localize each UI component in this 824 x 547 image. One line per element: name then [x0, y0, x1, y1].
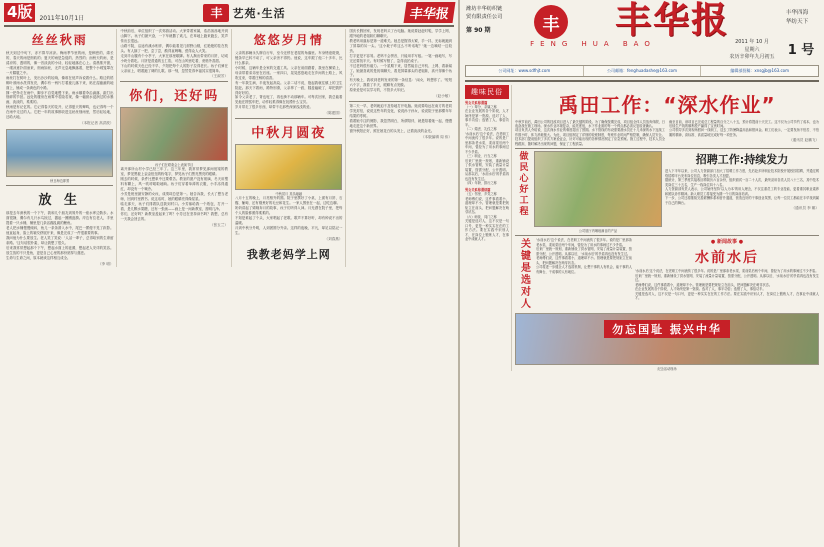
article-paragraph: 教老妈用鼠标是第一道难关。她总是握得太紧，手一抖，光标就跑到了屏幕的另一头。'这小耗子咋这么不听话呢？'她一边嘀咕一边较劲。	[349, 38, 452, 53]
masthead-pinyin: FENG HUA BAO	[530, 40, 656, 48]
contact-email-label: 公司邮箱：	[607, 67, 628, 73]
main-paragraph: 公司领导多次到现场慰问一线职工，送去了防暑降温用品和慰问金。职工们表示，一定要发扬不怕苦、不怕累的精神，高标准、高质量地完成好每一项任务。	[669, 128, 819, 137]
divider	[235, 118, 342, 119]
article-paragraph: 第二天一早，老妈就迫不及待地打开电脑。她说要给远在南方的老同学发封信，说说这些年的变化，说说孙子孙女，说说院子里那棵年年结果的枣树。	[349, 104, 452, 119]
article-paragraph: 有天晚上，我收到老妈发来的第一条信息：'闺女，妈想你了。'短短六个字，我看了半天，眼睛有点发酸。	[349, 78, 452, 88]
secondary-headline: 招聘工作:持续发力	[695, 153, 789, 167]
issue-date-line1: 2011 年 10 月	[735, 39, 769, 45]
article-paragraph: 奶奶讲起了嫦娥奔月的故事，孩子们听得入神。月光洒在院子里，把每个人的脸都照得柔柔的。	[234, 206, 343, 216]
article-paragraph: 老人把水桶慢慢倾斜，鱼儿一条条滑入水中，尾巴一摆便不见了踪影。他直起身，脸上的皱纹舒展开来，像是完成了一件很重要的事。	[6, 225, 114, 235]
left-column-3	[232, 29, 346, 267]
contact-email-value: fenghuadashe@163.com	[627, 67, 677, 73]
story-paragraph: '水前水后'这个说法，在老职工中间流传了很多年。说的是厂里那条老水渠，渠前渠后两个车间，曾经为了用水的事闹过不少矛盾。	[536, 238, 632, 247]
folk-item: （二）婚丧、礼仪之称	[465, 127, 497, 132]
key-person-vertical: 关键是选对人	[518, 238, 530, 311]
main-paragraph: 技术部门提前组织了多次方案论证会，针对可能出现的各种情况制定了应急预案。施工过程中，技术人员全程跟踪，随时解决出现的问题，保证了工程质量。	[515, 137, 665, 146]
article-paragraph: 小芳是班里最安静的女孩，成绩却总是第一。她告诉我，长大了想当老师，回到村里教书。说这话时，她的眼睛亮得像星星。	[120, 192, 228, 202]
article-paragraph: 生命与生命之间，原本就该这样相互成全。	[6, 255, 71, 260]
company-emblem-icon: 丰	[534, 5, 568, 39]
main-paragraph: 中秋节前后，禹田公司的技改项目进入了最关键的阶段。为了确保按期完成，项目组全体人员放弃休假，日夜奋战在施工现场。深水作业环境复杂，能见度低，水下作业面的每一个焊点都必须反复检查确认。	[515, 119, 665, 128]
article-byline: （张玉兰）	[210, 222, 228, 227]
story-paragraph: 老师傅们说，这件事看着小，道理却不小。管理就是要把规矩立在前头，把问题解决在萌芽状态。	[635, 282, 773, 287]
masthead-rule	[465, 80, 819, 82]
recruit-paragraph: 据统计，第三季度共接收应聘简历六百余份，组织面试一百二十人次，最终录用各类人员八十三名，其中技术类岗位三十五名，生产一线岗位四十八名。	[665, 178, 819, 187]
article-paragraph: 秋雨是有记忆的。它记得春天的花开，记得夏天的蝉鸣，也记得每一个在雨中走过的人。它把一年的故事都收进这丝丝细雨里，然后轻轻地，还给大地。	[6, 105, 114, 120]
right-page	[460, 0, 824, 547]
left-masthead	[0, 0, 458, 23]
main-byline: （通讯员 赵鹏飞）	[789, 138, 819, 143]
folk-column	[465, 85, 512, 372]
article-paragraph: 窗外秋阳正好，照在她花白的头发上，泛着淡淡的金光。	[349, 128, 435, 133]
article-paragraph: 如今父亲老了，背也驼了，再也骑不动那辆车。可每次回家，我总能看见他在擦拭车把，动作轻柔得像在抚摸什么宝贝。	[234, 95, 343, 105]
masthead-title: 丰华报	[614, 0, 729, 41]
story-paragraph: 后来厂里统一规划，重新铺设了供水管网，安装了流量计量装置，按需分配，公开透明。从那以后，'水前水后'的矛盾再也没有发生过。	[635, 273, 819, 283]
article-paragraph: 刚去的时候，条件比想象中还要艰苦。教室的窗户没有玻璃，冬天用塑料布糊上，风一吹呼啦啦地响。孩子们穿着单薄的衣服，小手冻得通红，却没有一个喊冷。	[120, 177, 228, 192]
article-byline: （本报记者 高洪波）	[79, 121, 114, 126]
folk-item: （一）辈分、亲属之称	[465, 104, 497, 109]
divider	[515, 235, 819, 236]
article-paragraph: 国庆长假回家，发现老妈买了台电脑。她说要赶赶时髦，学学上网，跟外地的老姐妹们聊聊天。	[349, 29, 452, 38]
contact-website-value: www.sdfhjt.com	[518, 67, 551, 73]
folk-item: （五）邻里、乡党之称	[465, 192, 497, 197]
masthead-row	[466, 0, 818, 41]
folk-section-title: 趣味民俗	[465, 85, 509, 99]
divider	[349, 101, 452, 102]
page-number-badge	[4, 3, 35, 23]
article-paragraph: 中秋前后，单位组织了一次郊游活动。大家带着家属，浩浩荡荡地开到山脚下。孩子们最兴奋，一下车就撒了欢儿，在草地上跑来跑去，笑声传出去很远。	[120, 29, 228, 43]
article-byline: （刘春燕）	[324, 236, 343, 241]
story-paragraph: 在企业发展的各个阶段，人才始终是第一资源。选对了人，事半功倍；选错了人，事倍功半。	[635, 287, 766, 292]
folk-body: 后来厂里统一规划，重新铺设了供水管网，安装了流量计量装置，按需分配，公开透明。从那以后，'水前水后'的矛盾再也没有发生过。	[465, 158, 509, 181]
issue-date-line3: 农历辛卯年九月初五	[729, 54, 775, 60]
bottom-banner-text: 勿忘国耻 振兴中华	[604, 320, 730, 338]
folk-body: '水前水后'这个说法，在老职工中间流传了很多年。说的是厂里那条老水渠，渠前渠后两个车间，曾经为了用水的事闹过不少矛盾。	[465, 131, 509, 154]
folk-body: 在企业发展的各个阶段，人才始终是第一资源。选对了人，事半功倍；选错了人，事倍功半。	[465, 109, 509, 127]
recruit-article	[665, 151, 819, 233]
article-paragraph: 雨丝打在树叶上，发出沙沙的轻响，像谁在低声诉说着什么。路边的梧桐叶被雨水洗得发亮，偶尔有一两片打着旋儿落下来，贴在湿漉漉的地面上，铺成一条黄色的小路。	[6, 75, 114, 90]
story-paragraph: 老师傅们说，这件事看着小，道理却不小。管理就是要把规矩立在前头，把问题解决在萌芽状态。	[536, 256, 632, 265]
left-date: 2011年10月1日	[39, 15, 85, 23]
contact-website[interactable]	[466, 66, 584, 76]
story-paragraph: 后来厂里统一规划，重新铺设了供水管网，安装了流量计量装置，按需分配，公开透明。从那以后，'水前水后'的矛盾再也没有发生过。	[536, 247, 632, 256]
folk-item: （三）职业、行当之称	[465, 154, 497, 159]
article-photo	[235, 144, 342, 190]
article-paragraph: 你们，还好吗？新教室盖起来了吗？小芳还在坚持读书吗？我想，总有一天我会回去的。	[120, 211, 228, 221]
article-headline: 我教老妈学上网	[246, 247, 331, 261]
article-paragraph: 离开那所山村小学已经三年了。这三年里，我常常梦见那间低矮的教室，梦见黑板上歪歪扭扭的粉笔字，梦见孩子们黑亮黑亮的眼睛。	[120, 167, 228, 177]
market-photo-block	[534, 151, 662, 233]
article-headline: 你们，还好吗	[129, 89, 220, 105]
article-photo	[6, 129, 113, 177]
article-headline: 中秋月圆夜	[251, 126, 327, 142]
masthead-sub-line2: 华纺天下	[785, 18, 809, 25]
divider	[120, 81, 227, 82]
divider	[6, 185, 113, 186]
issue-date-line2: 星期六	[744, 46, 760, 53]
news-story-tag: ● 新闻故事 ●	[710, 239, 744, 246]
page-number: 4版	[7, 2, 33, 21]
left-column-1	[3, 29, 117, 267]
article-headline: 放 生	[38, 193, 81, 209]
article-paragraph: 临走那天，孩子们排着队送我到村口。小芳塞给我一个纸包，打开一看，是几颗水果糖，还有一张画——画上是一间新教室，窗明几净。	[120, 202, 228, 211]
bottom-photo-block	[515, 313, 819, 371]
company-mark-icon: 丰	[203, 4, 229, 22]
folk-body: 老师傅们说，这件事看着小，道理却不小。管理就是要把规矩立在前头，把问题解决在萌芽状态。	[465, 196, 509, 215]
main-headline: 禹田工作：“深水作业”	[558, 92, 776, 117]
edition-number: 1 号	[787, 43, 815, 58]
article-paragraph: 山路不陡，沿途有溪水相伴，偶尔能看见几树野山楂，红艳艳的挂在枝头。有人摘了一把，尝了尝，酸得直咧嘴，惹得众人大笑。	[120, 43, 228, 53]
issue-label: 第 90 期	[466, 26, 491, 34]
article-headline: 丝丝秋雨	[31, 33, 88, 47]
article-paragraph: 月到中秋分外明，人到团圆分外亲。这样的夜晚，平凡，却足以铭记一生。	[234, 225, 343, 235]
article-byline: （李 明）	[97, 261, 114, 266]
contact-email[interactable]	[584, 66, 702, 76]
article-paragraph: 有一年我生病，半夜发起高烧。父亲二话不说，抱起我就往镇上的卫生院赶。那天下着雨，路特别滑，父亲摔了一跤，膝盖磕破了，却把我护得好好的。	[234, 80, 343, 95]
article-paragraph: 走到半山腰有个小亭子，大家在那里歇脚。有人掏出带来的月饼，切成小块分着吃。月饼是普通的五仁馅，可在山风里吃着，竟格外香甜。	[120, 53, 228, 63]
article-byline: （王淑芳）	[210, 74, 228, 79]
article-paragraph: 小时候，这辆车是全家的交通工具。父亲在前面蹬着，我坐在横梁上，母亲带着弟弟坐在后座。一家四口，晃晃悠悠地走在乡间的土路上，风吹过来，带着庄稼的清香。	[234, 65, 343, 80]
article-byline: （陈建国）	[324, 111, 343, 116]
folk-item: 男女关系称谓篇	[465, 100, 488, 105]
left-columns	[0, 29, 458, 267]
article-headline: 悠悠岁月情	[253, 33, 324, 47]
article-paragraph: 我问他为什么要放生。老人笑了笑说：'人活一辈子，总得给别的生命留条路。'这句话很朴素，却让我想了很久。	[6, 235, 114, 245]
photo-caption: 纪念活动现场	[657, 367, 677, 372]
main-paragraph: 截至目前，该项目已完成总工程量的百分之八十五，预计将提前十天完工。这不仅为公司节约了成本，也为后续生产线的顺利投产赢得了宝贵时间。	[669, 119, 819, 128]
article-paragraph: 原来爱是可以学习的，不管多大年纪。	[349, 88, 408, 93]
article-paragraph: 八月十五的晚上，月亮格外的圆。院子里摆好了小桌，上面有月饼、石榴、葡萄，还有刚煮好的毛豆和花生。一家人围坐在一起，边吃边聊。	[234, 196, 343, 206]
left-section-name: 艺苑·生活	[232, 6, 286, 20]
article-byline: （赵小敏）	[434, 94, 452, 99]
left-column-2	[117, 29, 231, 267]
article-paragraph: 岁月带走了很多东西，却带不走那些深深浅浅的爱。	[234, 105, 313, 110]
photo-caption: 公司展厅内琳琅满目的产品	[578, 229, 618, 234]
folk-item: （四）年龄、排行之称	[465, 181, 497, 186]
article-paragraph: 秋天到过中旬下，亦不算早凉凉。梅雨季节里的雨，是稠密的、绵长的，春天的雨是细软的；夏天的雨是急促的、热烈的；而秋天的雨，是清凉的、透明的，像一首淡淡的小诗，轻轻地落在心上。清晨推开窗，一缕凉意扑面而来，细雨如丝，无声无息地飘落着，把整个小城笼罩在一片朦胧之中。	[6, 51, 114, 75]
story-left	[536, 238, 632, 310]
left-head-rule	[4, 25, 454, 27]
slogan-vertical: 做民心好工程	[517, 151, 528, 218]
left-logo	[203, 4, 285, 22]
article-photo	[120, 107, 227, 161]
right-masthead	[460, 0, 824, 62]
article-byline: （本版编辑 周 伟）	[420, 134, 452, 139]
contact-submission[interactable]	[701, 66, 818, 76]
left-paper-name: 丰华报	[404, 2, 456, 23]
article-paragraph: 下山的时候天色已经不早，夕阳把每个人的影子拉得老长。孩子们骑在父亲肩上，唱着跑了调的儿歌。那一刻，忽然觉得幸福其实很简单。	[120, 63, 228, 73]
contact-bar	[465, 65, 819, 77]
article-paragraph: 不过老妈很有毅力。一个星期下来，居然能自己开机、上网、看新闻了。她最喜欢的是视频聊天，看见屏幕那头的老姐妹，高兴得像个孩子。	[349, 63, 452, 78]
bottom-photo	[515, 313, 819, 365]
photo-caption: 孩子们在联欢会上表演节目	[155, 163, 194, 168]
recruit-byline: （通讯员 李 娜）	[791, 206, 819, 211]
photo-caption: 中秋赏月 其乐融融	[275, 192, 302, 197]
story-paragraph: 关键是选对人，这不仅是一句口号，更是一种实实在在的工作方法。要在实践中识别人才，在岗位上锻炼人才，在事业中成就人才。	[635, 291, 819, 301]
masthead-sub-line1: 丰华四海	[785, 10, 809, 16]
folk-item: 男女关系称谓续篇	[465, 187, 491, 192]
article-paragraph: 看着她专注的侧影，我忽然明白，所谓陪伴，就是陪着她一起，慢慢地走进这个新世界。	[349, 119, 452, 128]
photo-caption: 秋日海边即景	[50, 179, 70, 184]
company-name-line2: 贸有限责任公司	[466, 13, 503, 20]
recruit-paragraph: 人力资源部负责人表示，公司始终坚持'以人为本'的用人理念，不仅注重员工的专业技能，更看重其职业素养和团队协作精神。新入职员工将接受为期一个月的岗前培训。	[665, 187, 819, 196]
slogan-strip	[515, 151, 531, 233]
folk-body: 关键是选对人，这不仅是一句口号，更是一种实实在在的工作方法。要在实践中识别人才，在岗位上锻炼人才，在事业中成就人才。	[465, 219, 509, 242]
divider	[515, 148, 819, 149]
key-person-strip	[515, 238, 533, 310]
main-paragraph: 项目负责人介绍说，这次深水作业的难度超出了预期。水下管线的布设需要潜水员在十几米深的水下连续工作数小时，体力消耗极大。为此，项目组制定了详细的轮班制度，每班作业时间严格控制，确保人员安全。	[515, 128, 665, 137]
article-paragraph: 撑一把伞走在雨中，脚步不自觉地慢下来。雨水顺着伞沿滴落，敲打出细碎的节拍。远处的楼房在雨雾中若隐若现，像一幅被水浸润过的水墨画，淡淡的，柔柔的。	[6, 90, 114, 105]
article-paragraph: 后来我常常想起那个下午，想起水面上的涟漪，想起老人安详的笑容。放生放的不只是鱼，更是自己心里的那份宽厚与慈悲。	[6, 245, 114, 255]
contact-submission-value: xnsgjb@163.com	[754, 67, 789, 73]
story-right	[635, 238, 819, 310]
third-headline: 水前水后	[695, 250, 759, 267]
story-paragraph: 公司将进一步健全人才选拔机制，让想干事的人有机会，能干事的人有舞台，干成事的人有地位。	[536, 265, 632, 274]
story-paragraph: '水前水后'这个说法，在老职工中间流传了很多年。说的是厂里那条老水渠，渠前渠后两个车间，曾经为了用水的事闹过不少矛盾。	[635, 269, 819, 274]
article-paragraph: 父亲的那辆永久牌自行车，至今还停在老屋的角落里。车身锈迹斑斑，链条早已转不动了，可父亲舍不得扔。他说，这车跟了他二十多年，比什么都亲。	[234, 51, 343, 65]
company-name-line1: 潍坊丰华纺织链	[466, 6, 503, 12]
folk-item: （六）师徒、同门之称	[465, 214, 497, 219]
article-paragraph: 那是去年深秋的一个下午，我和几个朋友到郊外的一座水库边散步。水面很静，偶尔有几只水鸟掠过，激起一圈圈涟漪。岸边有位老人，手里提着一只水桶，桶里是几条活蹦乱跳的鲤鱼。	[6, 211, 114, 225]
contact-submission-label: 编辑部投稿：	[730, 67, 755, 73]
article-photo	[534, 151, 662, 227]
recruit-paragraph: 进入下半年以来，公司人力资源部门加大了招聘工作力度，先后赴多所职业技术院校开展校园招聘，并通过网络招聘平台发布岗位信息，吸引各类人才加盟。	[665, 169, 819, 178]
recruit-paragraph: 下一步，公司还将继续完善薪酬体系和晋升通道，营造良好的干事创业氛围，让每一位员工都能在丰华找到属于自己的舞台。	[665, 196, 819, 205]
article-paragraph: 打字更是不容易。老妈不会拼音，只能用手写板。一笔一画地写，写完还要找半天。有时候写错了，急得直拍桌子。	[349, 53, 452, 63]
contact-website-label: 公司网址：	[498, 67, 519, 73]
article-paragraph: 不知是谁起了个头，大家唱起了老歌。歌声不算好听，却有种说不出的温暖。	[234, 216, 343, 225]
left-column-4	[346, 29, 455, 267]
